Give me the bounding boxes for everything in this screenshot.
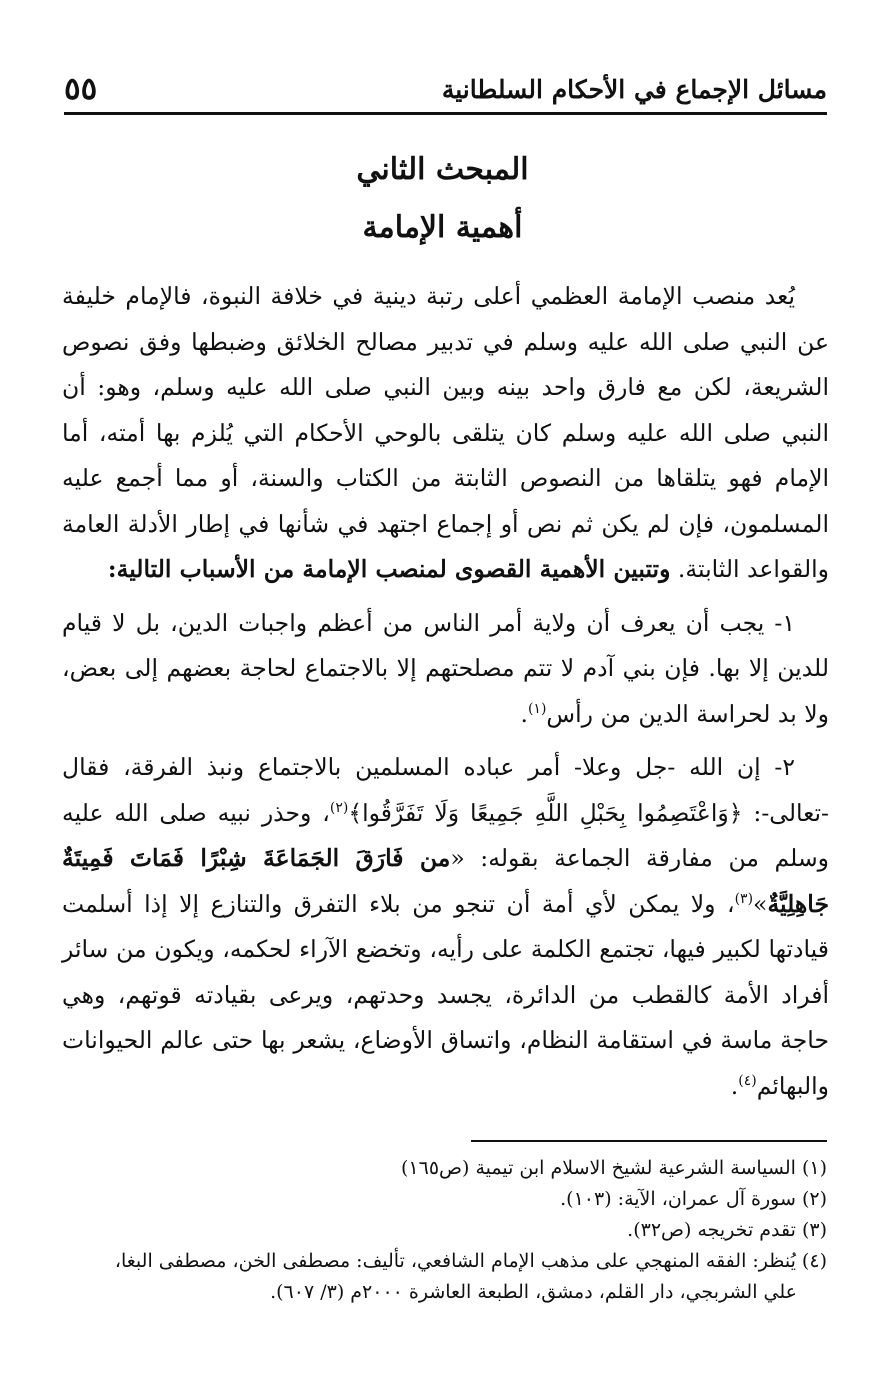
paragraph-intro-bold: وتتبين الأهمية القصوى لمنصب الإمامة من الأسباب التالية:	[107, 555, 671, 583]
footnote-ref-1[interactable]: (١)	[527, 700, 547, 717]
running-title: مسائل الإجماع في الأحكام السلطانية	[441, 74, 827, 104]
paragraph-reason-1-end: .	[520, 699, 528, 728]
paragraph-reason-2-end: .	[730, 1071, 739, 1100]
page-number: ٥٥	[64, 71, 98, 107]
footnote-1: (١) السياسة الشرعية لشيخ الاسلام ابن تيمية (ص١٦٥)	[401, 1157, 827, 1179]
paragraph-reason-1	[62, 601, 829, 738]
paragraph-reason-2-text-d: ، ولا يمكن لأي أمة أن تنجو من بلاء التفرق والتنازع إلا إذا أسلمت قيادتها لكبير فيها، تجتمع الكلمة على رأيه، وتخضع الآراء لحكمه، ويكون من سائر أفراد الأمة كالقطب من الدائرة، يجسد وحدتهم، ويرعى بقيادته قوتهم، وهي حاجة ماسة في استقامة النظام، واتساق الأوضاع، يشعر بها حتى عالم الحيوانات والبهائم	[62, 889, 829, 1100]
quran-verse: ﴿وَاعْتَصِمُوا بِحَبْلِ اللَّهِ جَمِيعًا وَلَا تَفَرَّقُوا﴾	[348, 798, 743, 827]
paragraph-reason-2-text-a: ٢- إن الله -جل وعلا- أمر عباده المسلمين بالاجتماع ونبذ الفرقة، فقال -تعالى-:	[62, 753, 829, 827]
footnote-4: (٤) يُنظر: الفقه المنهجي على مذهب الإمام الشافعي، تأليف: مصطفى الخن، مصطفى البغا،	[114, 1250, 827, 1272]
footnote-3: (٣) تقدم تخريجه (ص٣٢).	[627, 1219, 827, 1241]
paragraph-intro	[62, 274, 829, 593]
footnote-ref-3[interactable]: (٣)	[734, 890, 754, 907]
footnote-2: (٢) سورة آل عمران، الآية: (١٠٣).	[560, 1188, 827, 1210]
body-text	[62, 274, 829, 1117]
footnote-ref-2[interactable]: (٢)	[329, 799, 349, 816]
paragraph-intro-text: يُعد منصب الإمامة العظمي أعلى رتبة دينية في خلافة النبوة، فالإمام خليفة عن النبي صلى الله عليه وسلم في تدبير مصالح الخلائق وضبطها وفق نصوص الشريعة، لكن مع فارق واحد بينه وبين النبي صلى الله عليه وسلم، وهو: أن النبي صلى الله عليه وسلم كان يتلقى بالوحي الأحكام التي يُلزم بها أمته، أما الإمام فهو يتلقاها من النصوص الثابتة من الكتاب والسنة، أو مما أجمع عليه المسلمون، فإن لم يكن ثم نص أو إجماع اجتهد في شأنها في إطار الأدلة العامة والقواعد الثابتة.	[62, 282, 829, 583]
paragraph-reason-2-text-b: ، وحذر نبيه صلى الله عليه وسلم من مفارقة الجماعة بقوله: «	[62, 798, 829, 872]
footnote-ref-4[interactable]: (٤)	[738, 1072, 757, 1089]
hadith-text: من فَارَقَ الجَمَاعَةَ شِبْرًا فَمَاتَ فَمِيتَةٌ جَاهِلِيَّةٌ	[62, 844, 829, 918]
paragraph-reason-2	[62, 745, 829, 1109]
footnotes	[62, 1153, 827, 1308]
paragraph-reason-1-text: ١- يجب أن يعرف أن ولاية أمر الناس من أعظم واجبات الدين، بل لا قيام للدين إلا بها. فإن بني آدم لا تتم مصلحتهم إلا بالاجتماع لحاجة بعضهم إلى بعض، ولا بد لحراسة الدين من رأس	[62, 608, 829, 728]
running-header	[64, 66, 827, 115]
section-subtitle: أهمية الإمامة	[362, 210, 523, 245]
section-title: المبحث الثاني	[356, 152, 529, 187]
paragraph-reason-2-text-c: »	[753, 889, 768, 918]
footnote-4-continuation: علي الشربجي، دار القلم، دمشق، الطبعة العاشرة ٢٠٠٠م (٣/ ٦٠٧).	[270, 1281, 797, 1303]
footnote-divider	[471, 1140, 827, 1142]
